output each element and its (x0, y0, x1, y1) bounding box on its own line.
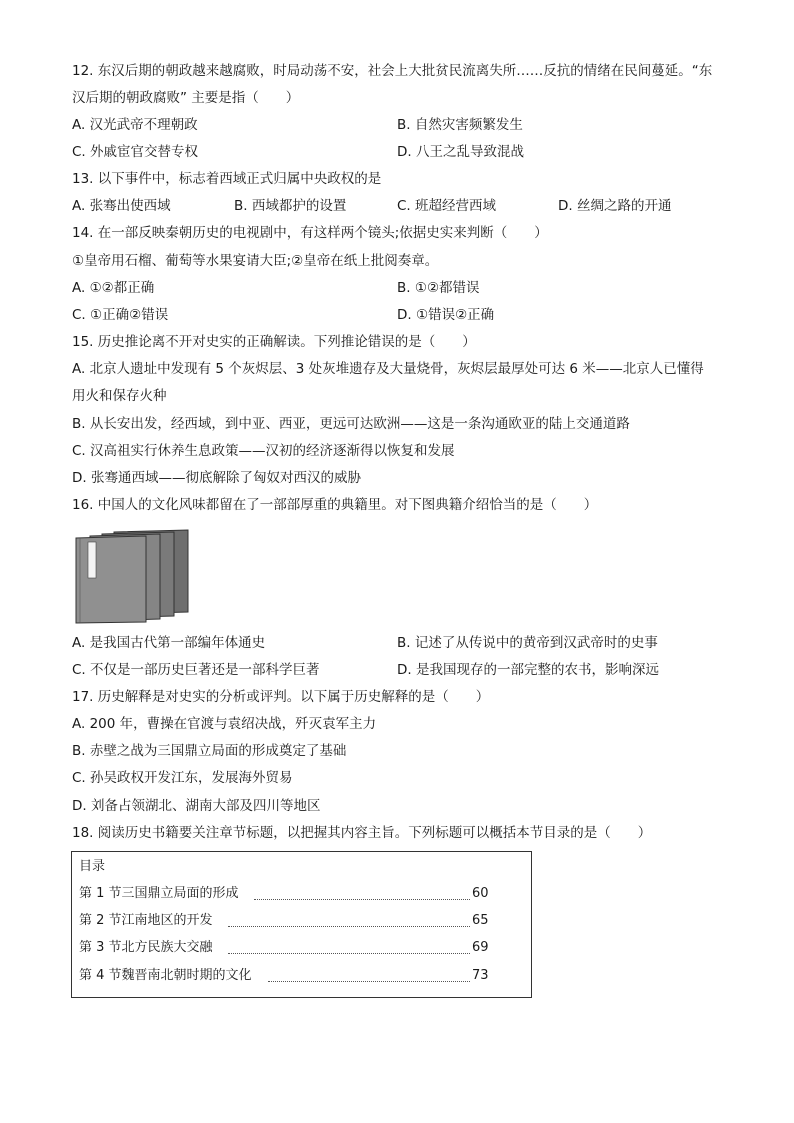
q13-option-c: C. 班超经营西域 (397, 198, 497, 214)
toc-entry-page: 60 (472, 886, 489, 901)
q15-option-d: D. 张骞通西域——彻底解除了匈奴对西汉的威胁 (72, 470, 361, 486)
q12-stem-line1: 12. 东汉后期的朝政越来越腐败，时局动荡不安，社会上大批贫民流离失所……反抗的情绪在民间蔓延。“东 (72, 63, 713, 79)
q17-option-a: A. 200 年，曹操在官渡与袁绍决战，歼灭袁军主力 (72, 716, 377, 732)
toc-entry-page: 69 (472, 940, 489, 955)
toc-entry-label: 第 4 节魏晋南北朝时期的文化 (79, 968, 252, 983)
q12-option-d: D. 八王之乱导致混战 (397, 144, 524, 160)
q13-option-d: D. 丝绸之路的开通 (558, 198, 672, 214)
toc-title: 目录 (79, 859, 106, 874)
q18-stem: 18. 阅读历史书籍要关注章节标题，以把握其内容主旨。下列标题可以概括本节目录的是（ ） (72, 825, 652, 841)
toc-leader-dots (228, 952, 470, 954)
toc-leader-dots (254, 898, 470, 900)
q12-stem-line2: 汉后期的朝政腐败” 主要是指（ ） (72, 90, 300, 106)
book-volume (76, 536, 146, 623)
toc-entry-label: 第 1 节三国鼎立局面的形成 (79, 886, 239, 901)
toc-entry-page: 65 (472, 913, 489, 928)
ancient-books-image (72, 524, 190, 624)
q17-option-b: B. 赤壁之战为三国鼎立局面的形成奠定了基础 (72, 743, 347, 759)
table-of-contents-box (71, 851, 532, 998)
q12-option-b: B. 自然灾害频繁发生 (397, 117, 523, 133)
toc-entry-label: 第 2 节江南地区的开发 (79, 913, 213, 928)
q14-option-d: D. ①错误②正确 (397, 307, 495, 323)
q16-option-c: C. 不仅是一部历史巨著还是一部科学巨著 (72, 662, 320, 678)
toc-leader-dots (268, 980, 470, 982)
q12-option-c: C. 外戚宦官交替专权 (72, 144, 199, 160)
q12-option-a: A. 汉光武帝不理朝政 (72, 117, 198, 133)
toc-entry-page: 73 (472, 968, 489, 983)
q14-stem-line2: ①皇帝用石榴、葡萄等水果宴请大臣;②皇帝在纸上批阅奏章。 (72, 253, 439, 269)
q17-option-d: D. 刘备占领湖北、湖南大部及四川等地区 (72, 798, 321, 814)
q15-option-c: C. 汉高祖实行休养生息政策——汉初的经济逐渐得以恢复和发展 (72, 443, 455, 459)
q15-option-a-line1: A. 北京人遗址中发现有 5 个灰烬层、3 处灰堆遗存及大量烧骨，灰烬层最厚处可达 6 米——北京人已懂得 (72, 361, 704, 377)
q17-stem: 17. 历史解释是对史实的分析或评判。以下属于历史解释的是（ ） (72, 689, 490, 705)
q13-option-a: A. 张骞出使西域 (72, 198, 171, 214)
q14-option-b: B. ①②都错误 (397, 280, 480, 296)
q15-stem: 15. 历史推论离不开对史实的正确解读。下列推论错误的是（ ） (72, 334, 476, 350)
q17-option-c: C. 孙吴政权开发江东，发展海外贸易 (72, 770, 293, 786)
q13-stem: 13. 以下事件中，标志着西域正式归属中央政权的是 (72, 171, 382, 187)
toc-entry-label: 第 3 节北方民族大交融 (79, 940, 213, 955)
toc-leader-dots (228, 925, 470, 927)
q16-option-a: A. 是我国古代第一部编年体通史 (72, 635, 266, 651)
q16-option-d: D. 是我国现存的一部完整的农书，影响深远 (397, 662, 659, 678)
q13-option-b: B. 西域都护的设置 (234, 198, 347, 214)
q15-option-b: B. 从长安出发，经西域，到中亚、西亚，更远可达欧洲——这是一条沟通欧亚的陆上交通道路 (72, 416, 630, 432)
q15-option-a-line2: 用火和保存火种 (72, 388, 167, 404)
q14-option-a: A. ①②都正确 (72, 280, 155, 296)
q14-stem-line1: 14. 在一部反映秦朝历史的电视剧中，有这样两个镜头;依据史实来判断（ ） (72, 225, 548, 241)
q14-option-c: C. ①正确②错误 (72, 307, 169, 323)
q16-option-b: B. 记述了从传说中的黄帝到汉武帝时的史事 (397, 635, 658, 651)
q16-stem: 16. 中国人的文化风味都留在了一部部厚重的典籍里。对下图典籍介绍恰当的是（ ） (72, 497, 598, 513)
